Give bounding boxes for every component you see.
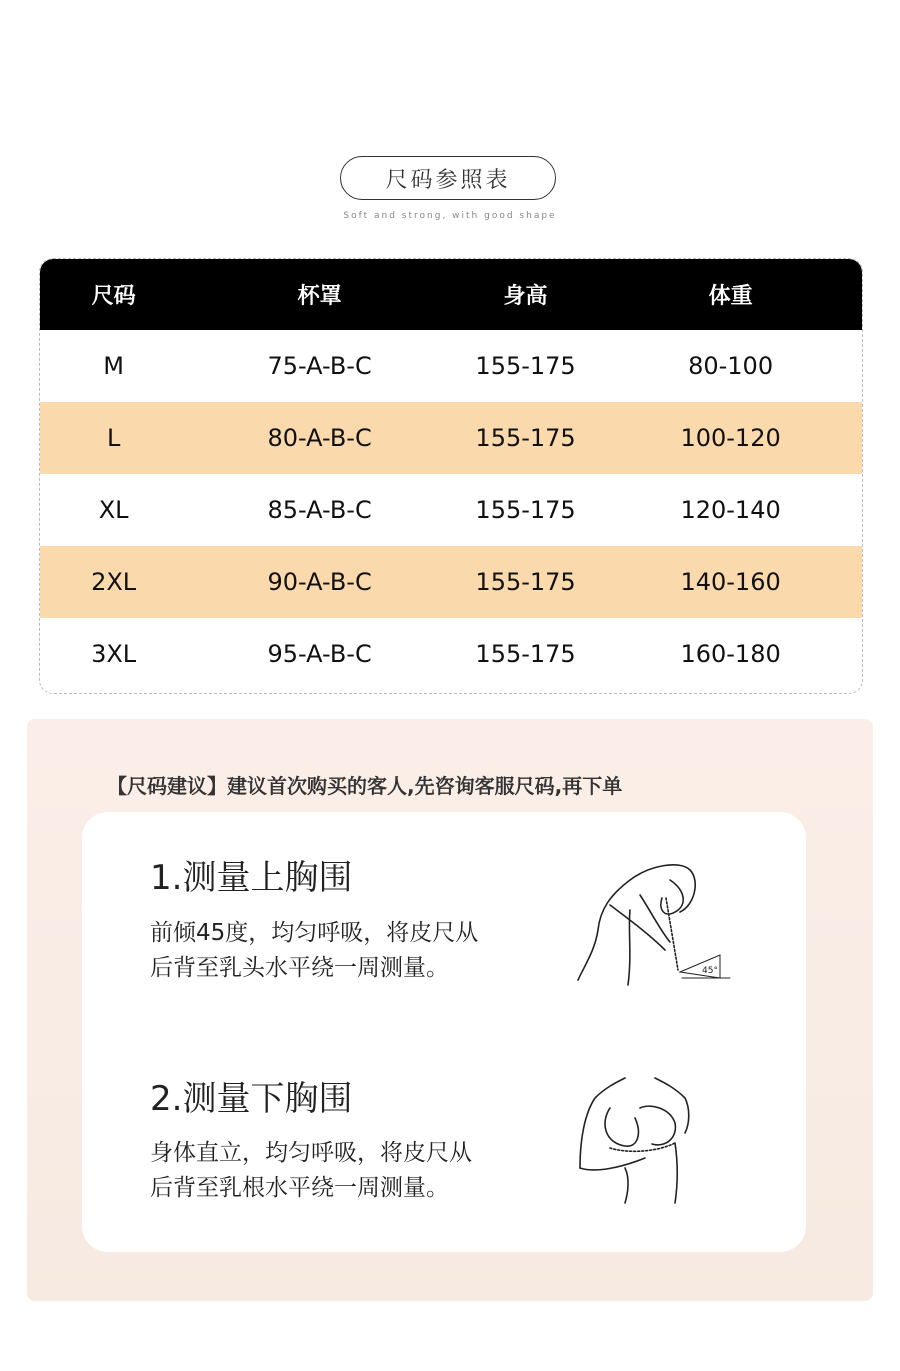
cell-cup: 90-A-B-C xyxy=(267,568,372,596)
page-subtitle: Soft and strong, with good shape xyxy=(343,211,557,221)
cell-cup: 95-A-B-C xyxy=(267,640,372,668)
upper-bust-measure-illustration xyxy=(570,850,750,1000)
cell-weight: 120-140 xyxy=(680,496,781,524)
cell-size: L xyxy=(106,424,121,452)
table-row xyxy=(40,402,862,474)
cell-height: 155-175 xyxy=(475,640,576,668)
column-header-size: 尺码 xyxy=(91,284,136,309)
lower-bust-measure-illustration xyxy=(570,1068,710,1208)
step-2-title: 2.测量下胸围 xyxy=(150,1079,353,1119)
cell-height: 155-175 xyxy=(475,568,576,596)
step-1-title: 1.测量上胸围 xyxy=(150,858,353,898)
cell-height: 155-175 xyxy=(475,424,576,452)
table-row xyxy=(40,330,862,402)
table-header xyxy=(40,259,862,330)
cell-height: 155-175 xyxy=(475,352,576,380)
cell-size: 3XL xyxy=(91,640,137,668)
cell-weight: 140-160 xyxy=(680,568,781,596)
angle-label: 45° xyxy=(702,966,718,976)
column-header-cup: 杯罩 xyxy=(297,284,342,309)
column-header-height: 身高 xyxy=(503,284,548,309)
cell-cup: 80-A-B-C xyxy=(267,424,372,452)
cell-cup: 85-A-B-C xyxy=(267,496,372,524)
table-row xyxy=(40,618,862,690)
cell-weight: 160-180 xyxy=(680,640,781,668)
table-row xyxy=(40,546,862,618)
step-1-description: 前倾45度，均匀呼吸，将皮尺从后背至乳头水平绕一周测量。 xyxy=(150,920,479,981)
cell-size: M xyxy=(103,352,124,380)
cell-weight: 100-120 xyxy=(680,424,781,452)
size-table xyxy=(39,258,863,694)
cell-cup: 75-A-B-C xyxy=(267,352,372,380)
cell-height: 155-175 xyxy=(475,496,576,524)
cell-size: XL xyxy=(98,496,129,524)
table-row xyxy=(40,474,862,546)
step-2-description: 身体直立，均匀呼吸，将皮尺从后背至乳根水平绕一周测量。 xyxy=(150,1140,472,1201)
size-advice-text: 【尺码建议】建议首次购买的客人,先咨询客服尺码,再下单 xyxy=(107,774,623,798)
column-header-weight: 体重 xyxy=(708,284,753,309)
page-title: 尺码参照表 xyxy=(340,156,556,200)
cell-size: 2XL xyxy=(91,568,137,596)
cell-weight: 80-100 xyxy=(688,352,774,380)
